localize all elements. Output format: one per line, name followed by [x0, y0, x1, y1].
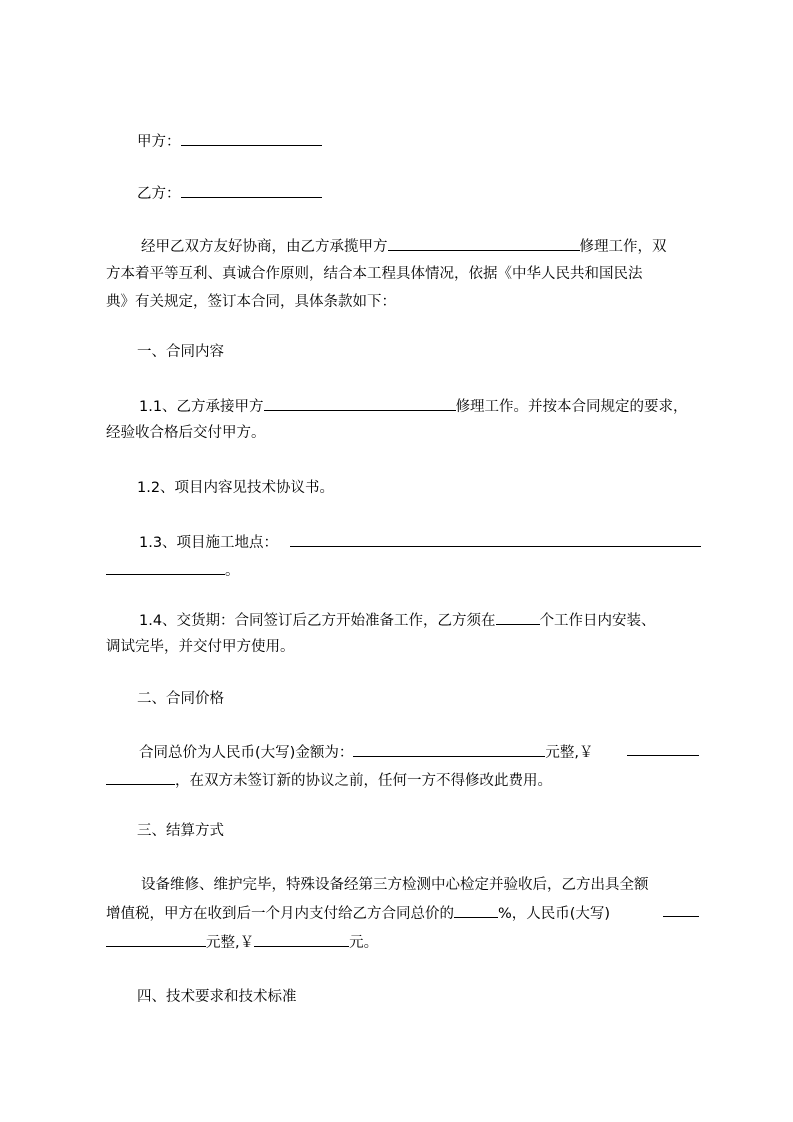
party-a-line — [137, 131, 322, 152]
intro-repair-blank — [388, 236, 580, 251]
clause-1-1-text-a: 1.1、乙方承接甲方 — [139, 399, 264, 415]
settlement-amount-words-blank-cont — [106, 932, 206, 947]
clause-1-1-blank — [264, 396, 456, 411]
settlement-text-2b: %，人民币(大写) — [498, 906, 611, 922]
settlement-line-1: 设备维修、维护完毕，特殊设备经第三方检测中心检定并验收后，乙方出具全额 — [141, 877, 649, 893]
price-line-2 — [106, 770, 552, 791]
clause-1-3-line-2 — [106, 560, 240, 581]
clause-1-3-text-a: 1.3、项目施工地点： — [139, 535, 279, 551]
clause-1-4-line-2: 调试完毕，并交付甲方使用。 — [106, 639, 295, 655]
section2-heading: 二、合同价格 — [137, 691, 224, 707]
price-text-b: 元整,￥ — [545, 745, 594, 761]
price-amount-words-blank — [353, 742, 545, 757]
party-b-line — [137, 183, 322, 204]
intro-line-3: 典》有关规定，签订本合同，具体条款如下： — [106, 294, 396, 310]
section4-heading: 四、技术要求和技术标准 — [137, 989, 297, 1005]
settlement-percent-blank — [454, 903, 498, 918]
party-a-blank — [181, 131, 322, 146]
section1-heading: 一、合同内容 — [137, 344, 224, 360]
party-b-blank — [181, 183, 322, 198]
intro-text-1b: 修理工作，双 — [579, 239, 667, 255]
price-line-1 — [139, 742, 593, 763]
clause-1-2: 1.2、项目内容见技术协议书。 — [137, 480, 335, 496]
settlement-text-3a: 元整,￥ — [206, 935, 255, 951]
party-b-label: 乙方： — [137, 186, 181, 202]
settlement-line-3 — [106, 932, 378, 953]
clause-1-4-days-blank — [496, 610, 540, 625]
clause-1-4-text-a: 1.4、交货期：合同签订后乙方开始准备工作，乙方须在 — [139, 613, 496, 629]
party-a-label: 甲方： — [137, 134, 181, 150]
settlement-amount-words-blank — [663, 916, 699, 917]
clause-1-4-text-b: 个工作日内安装、 — [539, 613, 656, 629]
clause-1-1-text-b: 修理工作。并按本合同规定的要求， — [455, 399, 688, 415]
settlement-line-2 — [106, 903, 610, 924]
section3-heading: 三、结算方式 — [137, 823, 224, 839]
intro-line-1 — [141, 236, 667, 257]
intro-line-2: 方本着平等互利、真诚合作原则，结合本工程具体情况，依据《中华人民共和国民法 — [106, 266, 643, 282]
clause-1-3-blank-1 — [290, 546, 701, 547]
settlement-text-2a: 增值税，甲方在收到后一个月内支付给乙方合同总价的 — [106, 906, 454, 922]
intro-text-1a: 经甲乙双方友好协商，由乙方承揽甲方 — [141, 239, 388, 255]
price-text-c: ，在双方未签订新的协议之前，任何一方不得修改此费用。 — [175, 773, 552, 789]
clause-1-4-line-1 — [139, 610, 656, 631]
settlement-text-3b: 元。 — [349, 935, 379, 951]
price-amount-number-blank-cont — [106, 770, 175, 785]
clause-1-3-end: 。 — [225, 563, 240, 579]
price-amount-number-blank — [627, 755, 699, 756]
clause-1-1-line-1 — [139, 396, 688, 417]
settlement-amount-number-blank — [254, 932, 349, 947]
clause-1-3-blank-2 — [106, 560, 225, 575]
clause-1-1-line-2: 经验收合格后交付甲方。 — [106, 425, 266, 441]
price-text-a: 合同总价为人民币(大写)金额为： — [139, 745, 354, 761]
clause-1-3-line-1 — [139, 533, 278, 553]
